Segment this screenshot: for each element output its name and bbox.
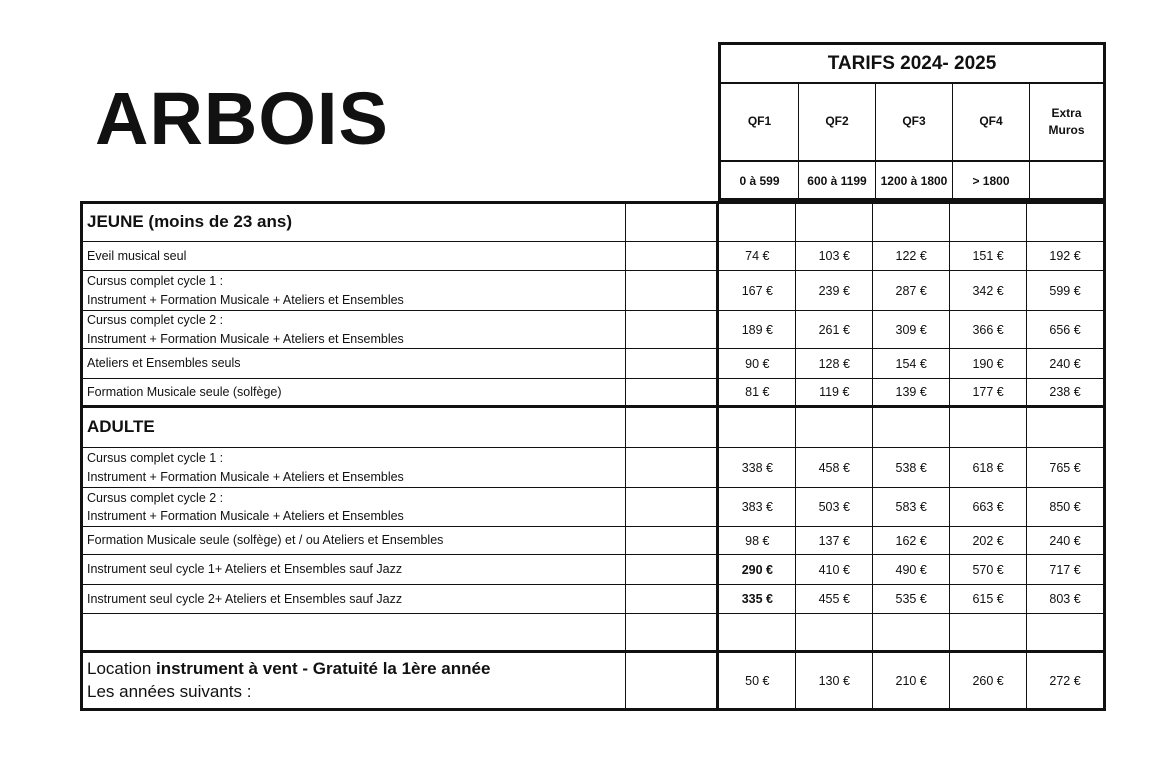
qf-code: QF1 <box>721 84 799 160</box>
blank-cell <box>625 527 719 554</box>
table-row <box>83 527 1103 555</box>
empty-row <box>83 614 1103 653</box>
qf-range-row <box>721 162 1103 201</box>
value-cell: 167 € <box>719 271 796 310</box>
row-label: Cursus complet cycle 2 : Instrument + Formation Musicale + Ateliers et Ensembles <box>87 313 404 346</box>
blank-cell <box>625 204 719 241</box>
value-cell <box>950 408 1027 447</box>
value-cell: 154 € <box>873 349 950 378</box>
value-cell: 656 € <box>1049 322 1081 337</box>
value-cell: 119 € <box>796 379 873 405</box>
value-cell: 490 € <box>873 555 950 584</box>
row-label: Cursus complet cycle 2 : Instrument + Formation Musicale + Ateliers et Ensembles <box>87 490 404 523</box>
table-row <box>83 488 1103 527</box>
value-cell: 765 € <box>1049 460 1081 475</box>
table-row <box>83 271 1103 311</box>
value-cell: 570 € <box>950 555 1027 584</box>
value-cell <box>873 204 950 241</box>
section-row <box>83 204 1103 242</box>
row-label: Instrument seul cycle 2+ Ateliers et Ensembles sauf Jazz <box>87 591 403 606</box>
table-row <box>83 311 1103 349</box>
value-cell: 202 € <box>950 527 1027 554</box>
value-cell: 260 € <box>950 653 1027 708</box>
blank-cell <box>625 311 719 348</box>
value-cell: 309 € <box>873 311 950 348</box>
qf-code: Extra Muros <box>1048 105 1085 137</box>
value-cell: 240 € <box>1049 533 1081 548</box>
value-cell: 287 € <box>873 271 950 310</box>
value-cell: 238 € <box>1049 385 1081 399</box>
value-cell: 240 € <box>1049 356 1081 371</box>
value-cell: 177 € <box>950 379 1027 405</box>
value-cell: 98 € <box>719 527 796 554</box>
blank-cell <box>625 653 719 708</box>
blank-cell <box>625 242 719 270</box>
qf-code: QF3 <box>876 84 953 160</box>
table-row <box>83 242 1103 271</box>
value-cell: 503 € <box>796 488 873 526</box>
value-cell <box>950 614 1027 650</box>
value-cell: 90 € <box>719 349 796 378</box>
value-cell: 151 € <box>950 242 1027 270</box>
value-cell: 81 € <box>719 379 796 405</box>
tariff-table <box>80 201 1106 711</box>
value-cell: 618 € <box>950 448 1027 487</box>
value-cell: 538 € <box>873 448 950 487</box>
row-label: Cursus complet cycle 1 : Instrument + Formation Musicale + Ateliers et Ensembles <box>87 451 404 484</box>
table-row <box>83 379 1103 408</box>
value-cell <box>1027 204 1103 241</box>
blank-cell <box>625 271 719 310</box>
value-cell: 50 € <box>719 653 796 708</box>
qf-range: 600 à 1199 <box>799 162 876 201</box>
blank-cell <box>625 614 719 650</box>
blank-cell <box>625 585 719 613</box>
blank-cell <box>625 408 719 447</box>
table-row <box>83 585 1103 614</box>
value-cell: 663 € <box>950 488 1027 526</box>
row-label <box>83 614 625 650</box>
value-cell: 128 € <box>796 349 873 378</box>
section-title-adulte: ADULTE <box>87 417 155 437</box>
value-cell <box>719 614 796 650</box>
value-cell <box>796 408 873 447</box>
blank-cell <box>625 488 719 526</box>
value-cell <box>873 614 950 650</box>
value-cell: 239 € <box>796 271 873 310</box>
table-row <box>83 349 1103 379</box>
row-label: Ateliers et Ensembles seuls <box>87 356 241 371</box>
blank-cell <box>625 555 719 584</box>
qf-code: QF2 <box>799 84 876 160</box>
value-cell: 137 € <box>796 527 873 554</box>
value-cell <box>873 408 950 447</box>
qf-range: > 1800 <box>953 162 1030 201</box>
value-cell: 190 € <box>950 349 1027 378</box>
value-cell: 130 € <box>796 653 873 708</box>
value-cell: 410 € <box>796 555 873 584</box>
value-cell: 342 € <box>950 271 1027 310</box>
tariff-header <box>718 42 1106 201</box>
value-cell <box>719 204 796 241</box>
value-cell <box>796 614 873 650</box>
value-cell <box>1027 614 1103 650</box>
value-cell <box>796 204 873 241</box>
row-label: Formation Musicale seule (solfège) <box>87 384 282 399</box>
value-cell: 210 € <box>873 653 950 708</box>
value-cell: 458 € <box>796 448 873 487</box>
value-cell: 717 € <box>1049 562 1081 577</box>
value-cell: 192 € <box>1049 249 1081 263</box>
value-cell: 261 € <box>796 311 873 348</box>
value-cell: 383 € <box>719 488 796 526</box>
table-row <box>83 448 1103 488</box>
value-cell: 455 € <box>796 585 873 613</box>
value-cell: 615 € <box>950 585 1027 613</box>
value-cell <box>950 204 1027 241</box>
qf-code: QF4 <box>953 84 1030 160</box>
value-cell: 122 € <box>873 242 950 270</box>
row-label: Formation Musicale seule (solfège) et / ou Ateliers et Ensembles <box>87 533 444 548</box>
value-cell: 189 € <box>719 311 796 348</box>
location-label: Location instrument à vent - Gratuité la 1ère année Les années suivants : <box>87 659 491 701</box>
value-cell: 335 € <box>719 585 796 613</box>
value-cell: 338 € <box>719 448 796 487</box>
value-cell: 290 € <box>719 555 796 584</box>
qf-range: 1200 à 1800 <box>876 162 953 201</box>
value-cell <box>719 408 796 447</box>
value-cell: 583 € <box>873 488 950 526</box>
value-cell: 74 € <box>719 242 796 270</box>
tariff-title: TARIFS 2024- 2025 <box>721 45 1103 84</box>
row-label: Eveil musical seul <box>87 248 187 263</box>
qf-range: 0 à 599 <box>721 162 799 201</box>
page-title: ARBOIS <box>95 77 389 160</box>
value-cell: 272 € <box>1049 673 1081 688</box>
value-cell: 366 € <box>950 311 1027 348</box>
value-cell: 599 € <box>1049 283 1081 298</box>
table-row <box>83 555 1103 585</box>
blank-cell <box>625 349 719 378</box>
value-cell: 850 € <box>1049 500 1081 514</box>
value-cell: 162 € <box>873 527 950 554</box>
blank-cell <box>625 448 719 487</box>
section-row <box>83 408 1103 448</box>
value-cell: 139 € <box>873 379 950 405</box>
value-cell: 803 € <box>1049 592 1081 606</box>
value-cell: 535 € <box>873 585 950 613</box>
section-title-jeune: JEUNE (moins de 23 ans) <box>87 212 293 232</box>
row-label: Cursus complet cycle 1 : Instrument + Formation Musicale + Ateliers et Ensembles <box>87 274 404 307</box>
blank-cell <box>625 379 719 405</box>
row-label: Instrument seul cycle 1+ Ateliers et Ensembles sauf Jazz <box>87 562 403 577</box>
qf-range <box>1030 162 1103 201</box>
qf-code-row <box>721 84 1103 162</box>
value-cell <box>1027 408 1103 447</box>
location-row <box>83 653 1103 708</box>
value-cell: 103 € <box>796 242 873 270</box>
